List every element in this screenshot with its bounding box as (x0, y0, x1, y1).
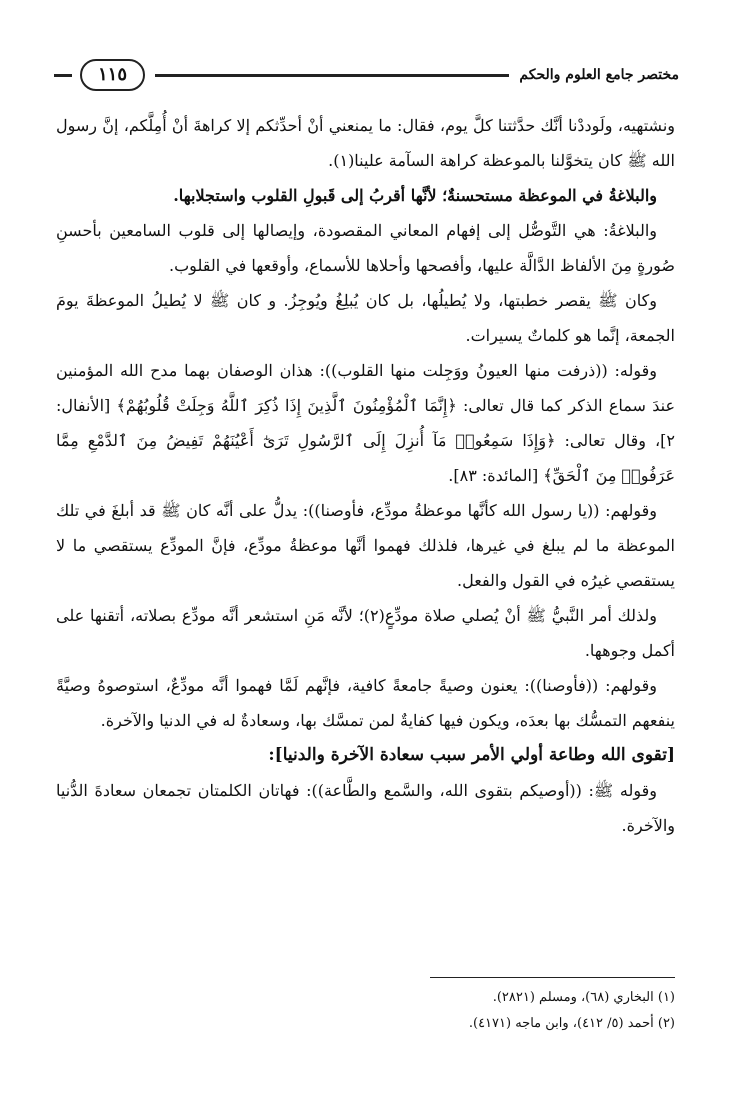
main-text (56, 108, 675, 843)
header-rule (155, 74, 509, 77)
paragraph: والبلاغةُ في الموعظة مستحسنةٌ؛ لأنَّها أقربُ إلى قَبولِ القلوب واستجلابها. (173, 186, 657, 205)
paragraph: وكان ﷺ يقصر خطبتها، ولا يُطيلُها، بل كان يُبلِغُ ويُوجِزُ. و كان ﷺ لا يُطيلُ الموعظةَ يومَ الجمعة، إنَّما هو كلماتٌ يسيرات. (56, 291, 675, 345)
paragraph: وقولهم: ((فأوصنا)): يعنون وصيةً جامعةً كافية، فإنَّهم لَمَّا فهموا أنَّه مودِّعٌ، استوصوهُ وصيَّةً ينفعهم التمسُّك بها بعدَه، ويكون فيها كفايةٌ لمن تمسَّك بها، وسعادةٌ له في الدنيا والآخرة. (56, 676, 675, 730)
book-title: مختصر جامع العلوم والحكم (519, 67, 679, 83)
paragraph: والبلاغةُ: هي التَّوصُّل إلى إفهام المعاني المقصودة، وإيصالها إلى قلوب السامعين بأحسنِ صُورةٍ مِنَ الألفاظ الدَّالَّة عليها، وأفصحها وأحلاها للأسماع، وأوقعها في القلوب. (56, 221, 675, 275)
page-number: ١١٥ (80, 59, 145, 91)
section-heading: [تقوى الله وطاعة أولي الأمر سبب سعادة الآخرة والدنيا]: (268, 745, 675, 765)
paragraph: وقوله: ((ذرفت منها العيونُ ووَجِلت منها القلوب)): هذان الوصفان بهما مدح الله المؤمنين عندَ سماع الذكر كما قال تعالى: ﴿إِنَّمَا ٱلْمُؤْمِنُونَ ٱلَّذِينَ إِذَا ذُكِرَ ٱللَّهُ وَجِلَتْ قُلُوبُهُمْ﴾ [الأنفال: ٢]، وقال تعالى: ﴿وَإِذَا سَمِعُوا۟ مَآ أُنزِلَ إِلَى ٱلرَّسُولِ تَرَىٰٓ أَعْيُنَهُمْ تَفِيضُ مِنَ ٱلدَّمْعِ مِمَّا عَرَفُوا۟ مِنَ ٱلْحَقِّ﴾ [المائدة: ٨٣]. (56, 361, 675, 485)
footnote: (٢) أحمد (٥/ ٤١٢)، وابن ماجه (٤١٧١). (468, 1016, 675, 1031)
page-header (54, 58, 679, 92)
paragraph: ولذلك أمر النَّبيُّ ﷺ أنْ يُصلي صلاة مودِّعٍ(٢)؛ لأنَّه مَنِ استشعر أنَّه مودِّع بصلاته، أتقنها على أكمل وجوهها. (56, 606, 675, 660)
footnotes (56, 985, 675, 1037)
header-dash (54, 74, 72, 77)
footnote-rule (430, 977, 675, 978)
footnote: (١) البخاري (٦٨)، ومسلم (٢٨٢١). (492, 990, 675, 1005)
paragraph: وقولهم: ((يا رسول الله كأنَّها موعظةُ مودِّع، فأوصنا)): يدلُّ على أنَّه كان ﷺ قد أبلغَ في تلك الموعظة ما لم يبلغ في غيرها، فلذلك فهموا أنَّها موعظةُ مودِّع، فإنَّ المودِّع يستقصي ما لا يستقصي غيرُه في القول والفعل. (56, 501, 675, 590)
paragraph: وقوله ﷺ: ((أوصيكم بتقوى الله، والسَّمع والطَّاعة)): فهاتان الكلمتان تجمعان سعادةَ الدُّنيا والآخرة. (56, 781, 675, 835)
paragraph: ونشتهيه، ولَوددْنا أنَّك حدَّثتنا كلَّ يوم، فقال: ما يمنعني أنْ أحدِّثكم إلا كراهةَ أنْ أُمِلَّكم، إنَّ رسول الله ﷺ كان يتخوَّلنا بالموعظة كراهة السآمة علينا(١). (56, 116, 675, 170)
